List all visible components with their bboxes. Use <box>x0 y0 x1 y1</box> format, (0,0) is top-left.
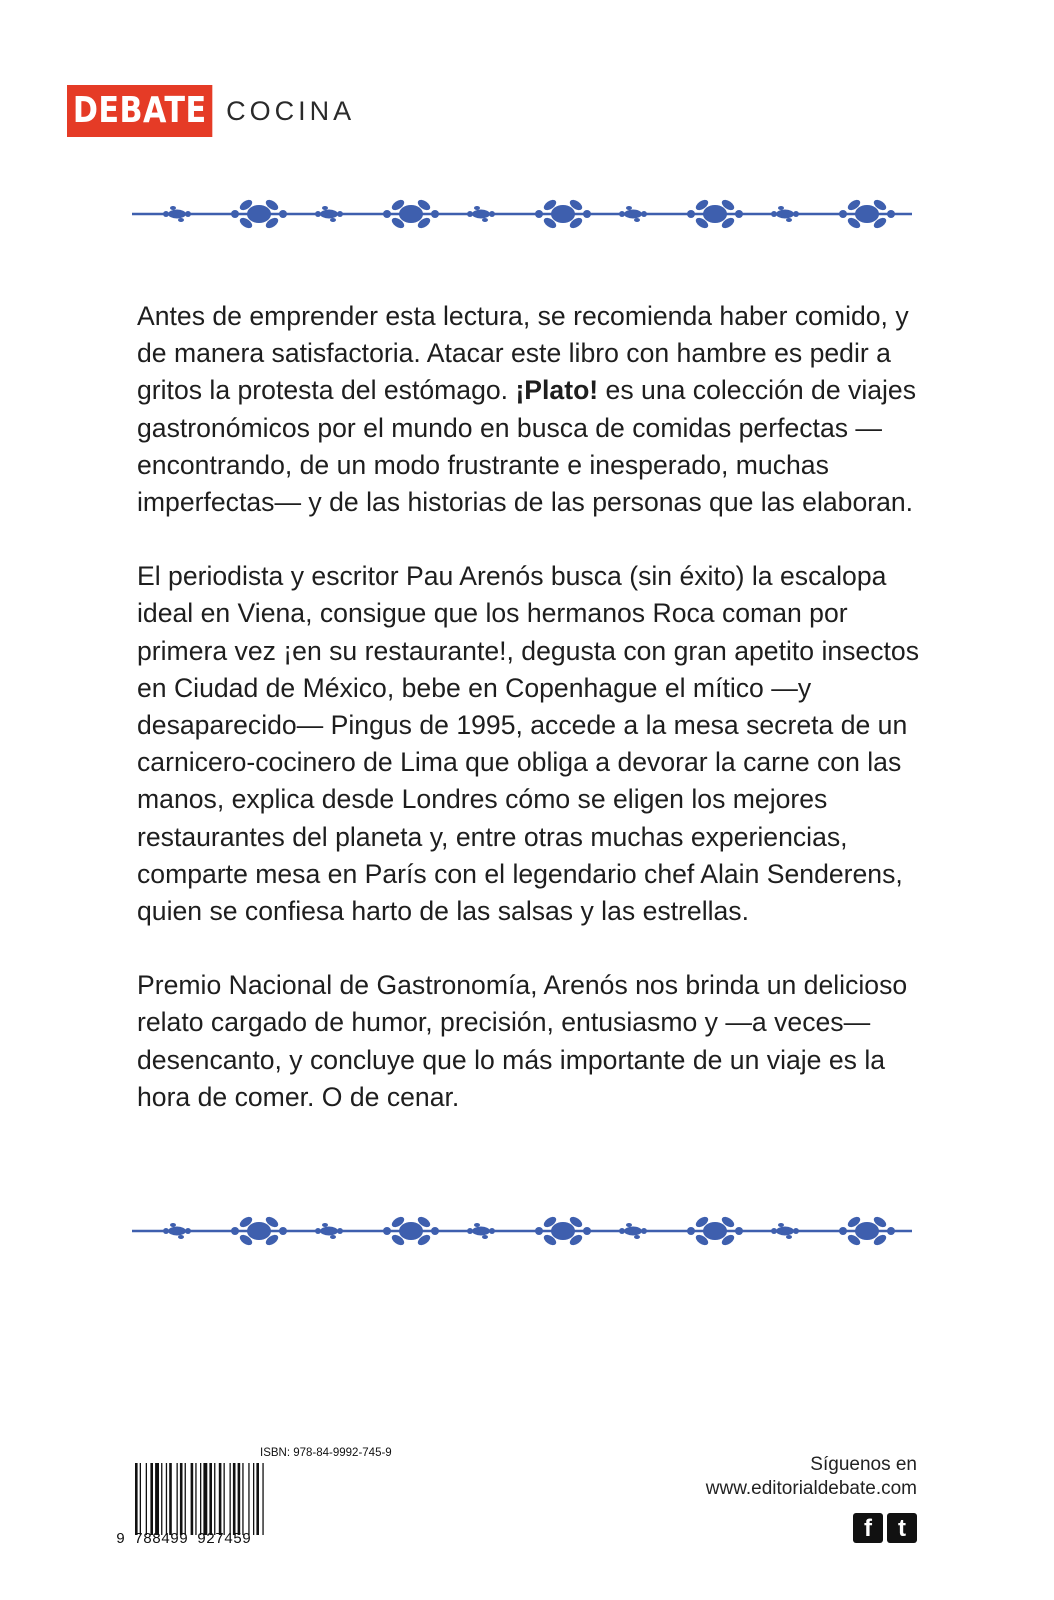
barcode-bars <box>135 1463 295 1535</box>
blurb-paragraph-3: Premio Nacional de Gastronomía, Arenós nos brinda un delicioso relato cargado de humor, precisión, entusiasmo y —a veces— desencanto, y concluye que lo más importante de un viaje es la hora de comer. O de cenar. <box>137 970 908 1112</box>
blurb-text <box>137 298 927 1153</box>
blurb-paragraph-2: El periodista y escritor Pau Arenós busca (sin éxito) la escalopa ideal en Viena, consigue que los hermanos Roca coman por primera vez ¡en su restaurante!, degusta con gran apetito insectos en Ciudad de México, bebe en Copenhague el mítico —y desaparecido— Pingus de 1995, accede a la mesa secreta de un carnicero-cocinero de Lima que obliga a devorar la carne con las manos, explica desde Londres cómo se eligen los mejores restaurantes del planeta y, entre otras muchas experiencias, comparte mesa en París con el legendario chef Alain Senderens, quien se confiesa harto de las salsas y las estrellas. <box>137 561 919 927</box>
publisher-name: DEBATE <box>67 85 212 137</box>
book-title: ¡Plato! <box>515 375 599 406</box>
facebook-icon[interactable]: f <box>853 1513 883 1543</box>
barcode-digits: 9 788499 927459 <box>116 1531 252 1548</box>
barcode-block <box>116 1447 392 1551</box>
series-name: COCINA <box>226 95 356 126</box>
twitter-icon[interactable]: t <box>887 1513 917 1543</box>
website-link[interactable]: www.editorialdebate.com <box>705 1478 917 1499</box>
top-ornament <box>132 194 912 234</box>
bottom-ornament <box>132 1211 912 1251</box>
follow-label: Síguenos en <box>810 1454 917 1475</box>
blurb-paragraph-1: Antes de emprender esta lectura, se recomienda haber comido, y de manera satisfactoria. Atacar este libro con hambre es pedir a gritos la protesta del estómago. ¡Plato! es una colección de viajes gastronómicos por el mundo en busca de comidas perfectas —encontrando, de un modo frustrante e inesperado, muchas imperfectas— y de las historias de las personas que las elaboran. <box>137 301 917 518</box>
isbn-label: ISBN: 978-84-9992-745-9 <box>260 1447 392 1459</box>
publisher-logo <box>67 85 355 137</box>
social-block <box>706 1453 917 1543</box>
